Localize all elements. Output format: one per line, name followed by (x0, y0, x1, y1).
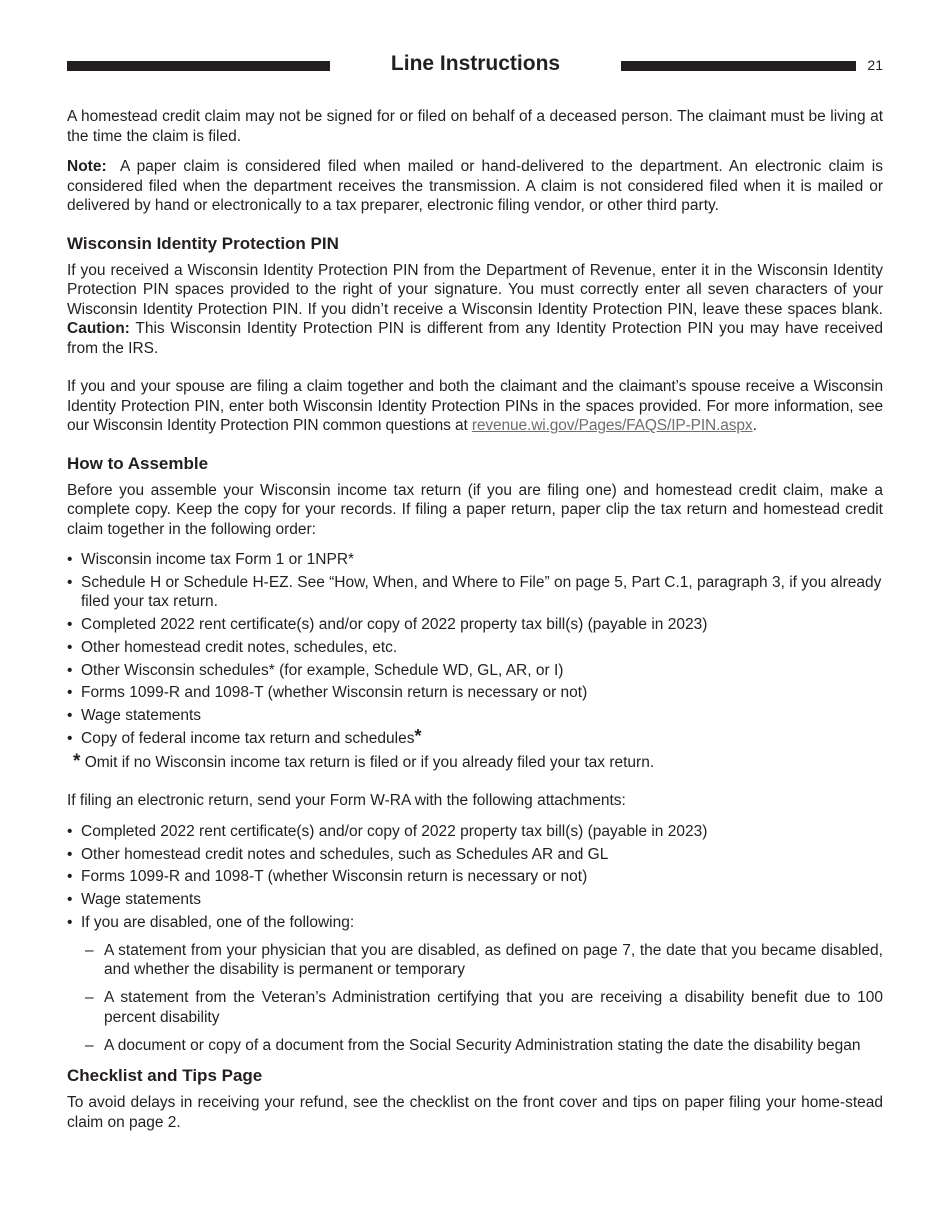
asterisk-mark: * (414, 726, 422, 747)
caution-label: Caution: (67, 320, 130, 337)
list-item: • Completed 2022 rent certificate(s) and/or copy of 2022 property tax bill(s) (payable in 2023) (67, 822, 883, 842)
pin-paragraph-1 (67, 261, 883, 359)
electronic-intro: If filing an electronic return, send your Form W-RA with the following attachments: (67, 792, 626, 810)
omit-footnote (67, 752, 883, 773)
assemble-intro: Before you assemble your Wisconsin income tax return (if you are filing one) and homestead credit claim, make a complete copy. Keep the copy for your records. If filing a paper return, paper clip the tax return and homestead credit claim together in the following order: (67, 481, 883, 538)
header-rule-right (621, 61, 856, 71)
list-item: • If you are disabled, one of the following: (67, 913, 883, 933)
note-label: Note: (67, 158, 107, 175)
paper-attachments-list (67, 550, 883, 749)
list-item: • Other Wisconsin schedules* (for example, Schedule WD, GL, AR, or I) (67, 661, 883, 681)
list-item: • Wage statements (67, 890, 883, 910)
pin-spouse-text: If you and your spouse are filing a claim together and both the claimant and the claimant’s spouse receive a Wisconsin Identity Protection PIN, enter both Wisconsin Identity Protection PINs in the spaces provided. For more information, see our Wisconsin Identity Protection PIN common questions at (67, 378, 883, 434)
page-title: Line Instructions (390, 52, 561, 75)
electronic-attachments-list (67, 822, 883, 933)
ip-pin-faq-link[interactable]: revenue.wi.gov/Pages/FAQS/IP-PIN.aspx (471, 417, 753, 434)
assemble-heading: How to Assemble (67, 453, 209, 473)
list-item: • Other homestead credit notes and schedules, such as Schedules AR and GL (67, 845, 883, 865)
federal-return-text: Copy of federal income tax return and schedules (81, 730, 415, 748)
list-item: • Completed 2022 rent certificate(s) and/or copy of 2022 property tax bill(s) (payable in 2023) (67, 615, 883, 635)
page-number: 21 (867, 57, 883, 73)
pin-text: If you received a Wisconsin Identity Protection PIN from the Department of Revenue, enter it in the Wisconsin Identity Protection PIN spaces provided to the right of your signature. You must correctly enter all seven characters of your Wisconsin Identity Protection PIN. If you didn’t receive a Wisconsin Identity Protection PIN, leave these spaces blank. (67, 261, 883, 318)
disability-proof-list (67, 941, 883, 1056)
list-item: – A document or copy of a document from the Social Security Administration stating the date the disability began (104, 1036, 883, 1056)
pin-heading: Wisconsin Identity Protection PIN (67, 233, 339, 253)
list-item: • Wisconsin income tax Form 1 or 1NPR* (67, 550, 883, 570)
list-item: • Other homestead credit notes, schedules, etc. (67, 638, 883, 658)
list-item: – A statement from the Veteran’s Administration certifying that you are receiving a disability benefit due to 100 percent disability (104, 988, 883, 1027)
list-item: • Forms 1099-R and 1098-T (whether Wisconsin return is necessary or not) (67, 683, 883, 703)
note-paragraph (67, 157, 883, 216)
header-rule-left (67, 61, 330, 71)
pin-period: . (752, 417, 757, 434)
footnote-asterisk: * (73, 750, 81, 772)
page-header (67, 50, 883, 80)
footnote-text: Omit if no Wisconsin income tax return is filed or if you already filed your tax return. (84, 753, 655, 771)
list-item: • Forms 1099-R and 1098-T (whether Wisconsin return is necessary or not) (67, 867, 883, 887)
list-item (67, 726, 883, 749)
caution-text: This Wisconsin Identity Protection PIN is different from any Identity Protection PIN you may have received from the IRS. (67, 320, 883, 357)
page-body (67, 107, 883, 1132)
note-text: A paper claim is considered filed when mailed or hand-delivered to the department. An electronic claim is considered filed when the department receives the transmission. A claim is not considered filed when it is mailed or delivered by hand or electronically to a tax preparer, electronic filing vendor, or other third party. (67, 158, 883, 214)
list-item: • Wage statements (67, 706, 883, 726)
list-item: – A statement from your physician that you are disabled, as defined on page 7, the date that you became disabled, and whether the disability is permanent or temporary (104, 941, 883, 980)
pin-paragraph-2 (67, 377, 883, 436)
list-item: • Schedule H or Schedule H-EZ. See “How, When, and Where to File” on page 5, Part C.1, paragraph 3, if you already filed your tax return. (67, 573, 883, 612)
checklist-paragraph: To avoid delays in receiving your refund, see the checklist on the front cover and tips on paper filing your home-stead claim on page 2. (67, 1094, 883, 1131)
deceased-paragraph: A homestead credit claim may not be signed for or filed on behalf of a deceased person. The claimant must be living at the time the claim is filed. (67, 108, 883, 145)
checklist-heading: Checklist and Tips Page (67, 1066, 263, 1086)
